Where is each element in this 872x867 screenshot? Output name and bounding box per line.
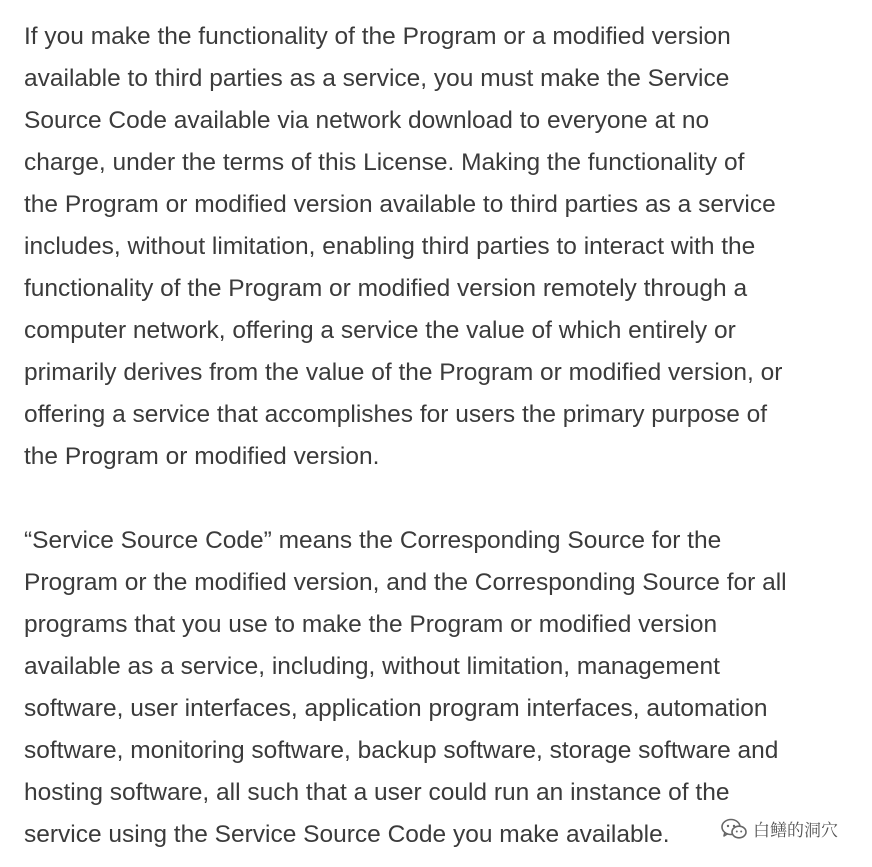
text-line: programs that you use to make the Program or modified version: [24, 611, 718, 638]
text-line: primarily derives from the value of the Program or modified version, or: [24, 359, 783, 386]
text-line: “Service Source Code” means the Corresponding Source for the: [24, 527, 722, 554]
text-line: software, monitoring software, backup software, storage software and: [24, 737, 779, 764]
text-line: hosting software, all such that a user could run an instance of the: [24, 779, 730, 806]
text-line: If you make the functionality of the Program or a modified version: [24, 23, 731, 50]
text-line: Source Code available via network download to everyone at no: [24, 107, 710, 134]
text-line: functionality of the Program or modified version remotely through a: [24, 275, 748, 302]
text-line: the Program or modified version.: [24, 443, 380, 470]
text-line: Program or the modified version, and the Corresponding Source for all: [24, 569, 787, 596]
paragraph-gap: [24, 478, 862, 520]
watermark-text: 白鳝的洞穴: [753, 821, 838, 841]
watermark: [717, 814, 844, 843]
text-line: available to third parties as a service, you must make the Service: [24, 65, 730, 92]
wechat-icon: [721, 818, 747, 840]
text-line: the Program or modified version available to third parties as a service: [24, 191, 776, 218]
text-line: charge, under the terms of this License. Making the functionality of: [24, 149, 745, 176]
text-line: service using the Service Source Code you make available.: [24, 821, 670, 848]
paragraph-service-source-code-definition: [24, 520, 862, 856]
text-line: includes, without limitation, enabling third parties to interact with the: [24, 233, 756, 260]
text-line: available as a service, including, without limitation, management: [24, 653, 720, 680]
paragraph-service-obligation: [24, 16, 862, 478]
text-line: offering a service that accomplishes for users the primary purpose of: [24, 401, 768, 428]
text-line: software, user interfaces, application program interfaces, automation: [24, 695, 768, 722]
text-line: computer network, offering a service the value of which entirely or: [24, 317, 736, 344]
